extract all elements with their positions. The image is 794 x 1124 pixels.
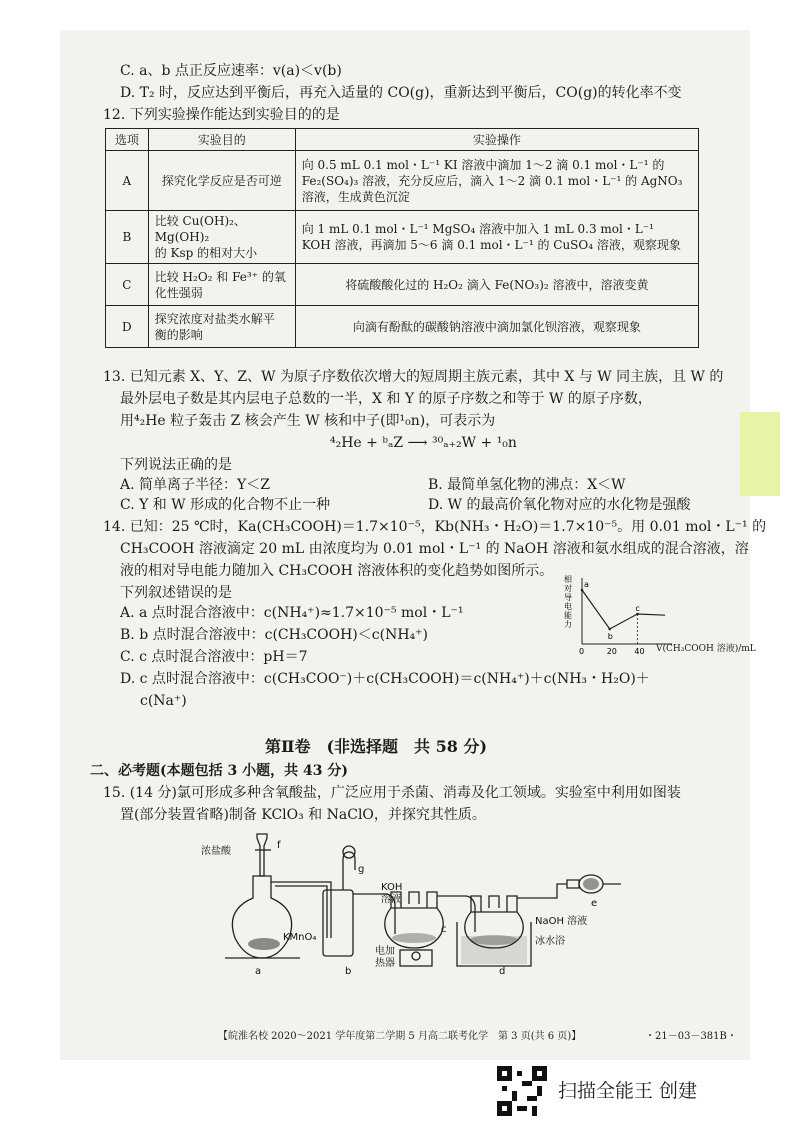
row-option: A — [106, 151, 149, 211]
y-label-char: 力 — [564, 620, 572, 629]
data-point-a — [581, 589, 584, 592]
y-label-char: 能 — [564, 611, 572, 620]
section-title: 第Ⅱ卷 (非选择题 共 58 分) — [265, 737, 488, 756]
label-d: d — [499, 966, 506, 977]
point-label-c: c — [635, 604, 640, 613]
q13-option-d: D. W 的最高价氧化物对应的水化物是强酸 — [428, 497, 691, 513]
label-heater-1: 电加 — [375, 946, 395, 957]
q13-option-c: C. Y 和 W 形成的化合物不止一种 — [120, 497, 331, 513]
q14-option-b: B. b 点时混合溶液中：c(CH₃COOH)＜c(NH₄⁺) — [120, 627, 428, 643]
q14-option-d-line-2: c(Na⁺) — [140, 693, 187, 709]
operation-line: 向 0.5 mL 0.1 mol・L⁻¹ KI 溶液中滴加 1～2 滴 0.1 mol・L⁻¹ 的 — [301, 157, 665, 172]
y-axis-label — [564, 574, 572, 629]
label-c: c — [441, 924, 447, 935]
tube-d-e — [517, 884, 567, 898]
q14-option-a: A. a 点时混合溶液中：c(NH₄⁺)≈1.7×10⁻⁵ mol・L⁻¹ — [120, 605, 464, 621]
label-e: e — [591, 898, 598, 909]
row-aim — [148, 211, 295, 264]
x-tick-label: 0 — [579, 647, 585, 656]
aim-line: 衡的影响 — [154, 327, 203, 342]
table-row — [106, 151, 699, 211]
q14-option-c: C. c 点时混合溶液中：pH＝7 — [120, 649, 308, 665]
aim-line: 比较 H₂O₂ 和 Fe³⁺ 的氧 — [154, 269, 286, 284]
apparatus-diagram — [195, 828, 625, 978]
y-label-char: 对 — [564, 584, 572, 593]
x-tick-label: 40 — [634, 647, 645, 656]
row-operation — [295, 211, 698, 264]
table-row — [106, 306, 699, 348]
q14-line-2: CH₃COOH 溶液滴定 20 mL 由浓度均为 0.01 mol・L⁻¹ 的 NaOH 溶液和氨水组成的混合溶液，溶 — [120, 541, 749, 557]
header-aim: 实验目的 — [148, 129, 295, 151]
header-option: 选项 — [106, 129, 149, 151]
dropping-funnel — [257, 834, 267, 876]
row-operation: 将硫酸酸化过的 H₂O₂ 滴入 Fe(NO₃)₂ 溶液中，溶液变黄 — [295, 264, 698, 306]
drying-agent — [583, 878, 599, 890]
label-conc-hcl: 浓盐酸 — [201, 846, 231, 857]
heater-coil — [412, 952, 420, 960]
series-line — [582, 590, 665, 629]
q12-stem: 12. 下列实验操作能达到实验目的的是 — [103, 107, 340, 123]
label-naoh: NaOH 溶液 — [535, 916, 588, 927]
q11-option-d: D. T₂ 时，反应达到平衡后，再充入适量的 CO(g)，重新达到平衡后，CO(g)的转化率不变 — [120, 85, 682, 101]
row-option: C — [106, 264, 149, 306]
point-label-a: a — [584, 580, 589, 589]
highlight-tab — [740, 412, 780, 496]
aim-line: 探究浓度对盐类水解平 — [154, 311, 275, 326]
row-operation — [295, 151, 698, 211]
q13-equation: ⁴₂He + ᵇₐZ ⟶ ³⁰ₐ₊₂W + ¹₀n — [330, 435, 517, 451]
q13-prompt: 下列说法正确的是 — [120, 457, 232, 473]
aim-line: 化性强弱 — [154, 285, 203, 300]
row-aim — [148, 306, 295, 348]
q14-line-3: 液的相对导电能力随加入 CH₃COOH 溶液体积的变化趋势如图所示。 — [120, 563, 554, 579]
q13-option-b: B. 最简单氢化物的沸点：X＜W — [428, 477, 626, 493]
exam-code: ・21－03－381B・ — [645, 1031, 737, 1042]
label-koh: KOH — [381, 882, 403, 893]
label-a: a — [255, 966, 262, 977]
tube-a-b-inner — [275, 886, 327, 938]
row-option: B — [106, 211, 149, 264]
row-operation: 向滴有酚酞的碳酸钠溶液中滴加氯化钡溶液，观察现象 — [295, 306, 698, 348]
x-axis-label: V(CH₃COOH 溶液)/mL — [656, 644, 756, 654]
q14-prompt: 下列叙述错误的是 — [120, 585, 232, 601]
q11-option-c: C. a、b 点正反应速率：v(a)＜v(b) — [120, 63, 342, 79]
aim-line: 的 Ksp 的相对大小 — [154, 246, 258, 260]
scanner-brand: 扫描全能王 创建 — [558, 1080, 698, 1102]
aim-line: 比较 Cu(OH)₂、Mg(OH)₂ — [154, 214, 246, 244]
table-row — [106, 211, 699, 264]
q15-line-2: 置(部分装置省略)制备 KClO₃ 和 NaClO，并探究其性质。 — [120, 807, 486, 823]
header-operation: 实验操作 — [295, 129, 698, 151]
page-footer: 【皖淮名校 2020～2021 学年度第二学期 5 月高二联考化学 第 3 页(共 6 页)】 — [218, 1031, 582, 1042]
table-row — [106, 264, 699, 306]
label-f: f — [277, 840, 281, 851]
drying-tube-stopper — [567, 880, 579, 888]
q13-line-3: 用⁴₂He 粒子轰击 Z 核会产生 W 核和中子(即¹₀n)，可表示为 — [120, 413, 496, 429]
data-point-b — [608, 628, 611, 631]
label-b: b — [345, 966, 352, 977]
x-tick-label: 20 — [606, 647, 617, 656]
koh-liquid — [392, 933, 436, 943]
row-aim — [148, 264, 295, 306]
row-aim: 探究化学反应是否可逆 — [148, 151, 295, 211]
naoh-liquid — [470, 935, 518, 945]
row-option: D — [106, 306, 149, 348]
q13-option-a: A. 简单离子半径：Y＜Z — [120, 477, 270, 493]
y-label-char: 电 — [564, 602, 572, 611]
label-g: g — [358, 864, 365, 875]
operation-line: KOH 溶液，再滴加 5～6 滴 0.1 mol・L⁻¹ 的 CuSO₄ 溶液，观察现象 — [301, 238, 681, 252]
q15-line-1: 15. (14 分)氯可形成多种含氧酸盐，广泛应用于杀菌、消毒及化工领域。实验室中利用如图装 — [103, 785, 681, 801]
q12-table — [105, 128, 699, 348]
q14-option-d-line-1: D. c 点时混合溶液中：c(CH₃COO⁻)＋c(CH₃COOH)＝c(NH₄⁺)＋c(NH₃・H₂O)＋ — [120, 671, 650, 687]
operation-line: 向 1 mL 0.1 mol・L⁻¹ MgSO₄ 溶液中加入 1 mL 0.3 mol・L⁻¹ — [301, 222, 654, 236]
label-koh-solution: 溶液 — [381, 894, 401, 905]
label-kmno4: KMnO₄ — [283, 932, 317, 943]
operation-line: Fe₂(SO₄)₃ 溶液，充分反应后，滴入 1～2 滴 0.1 mol・L⁻¹ 的 AgNO₃ — [301, 173, 683, 188]
y-label-char: 相 — [564, 575, 572, 584]
point-label-b: b — [607, 632, 613, 641]
tube-a-b — [271, 882, 331, 938]
flask-d-necks — [471, 896, 517, 912]
kmno4-solid — [248, 938, 280, 950]
y-label-char: 导 — [564, 593, 572, 602]
q13-line-1: 13. 已知元素 X、Y、Z、W 为原子序数依次增大的短周期主族元素，其中 X 与 W 同主族，且 W 的 — [103, 369, 724, 385]
table-header-row — [106, 129, 699, 151]
label-ice-bath: 冰水浴 — [535, 936, 565, 947]
operation-line: 溶液，生成黄色沉淀 — [301, 189, 410, 204]
qr-code-icon — [497, 1066, 547, 1116]
q13-line-2: 最外层电子数是其内层电子总数的一半，X 和 Y 的原子序数之和等于 W 的原子序数， — [120, 391, 652, 407]
label-heater-2: 热器 — [375, 958, 395, 969]
q14-line-1: 14. 已知：25 ℃时，Ka(CH₃COOH)＝1.7×10⁻⁵，Kb(NH₃・H₂O)＝1.7×10⁻⁵。用 0.01 mol・L⁻¹ 的 — [103, 519, 767, 535]
section-subtitle: 二、必考题(本题包括 3 小题，共 43 分) — [90, 763, 348, 779]
